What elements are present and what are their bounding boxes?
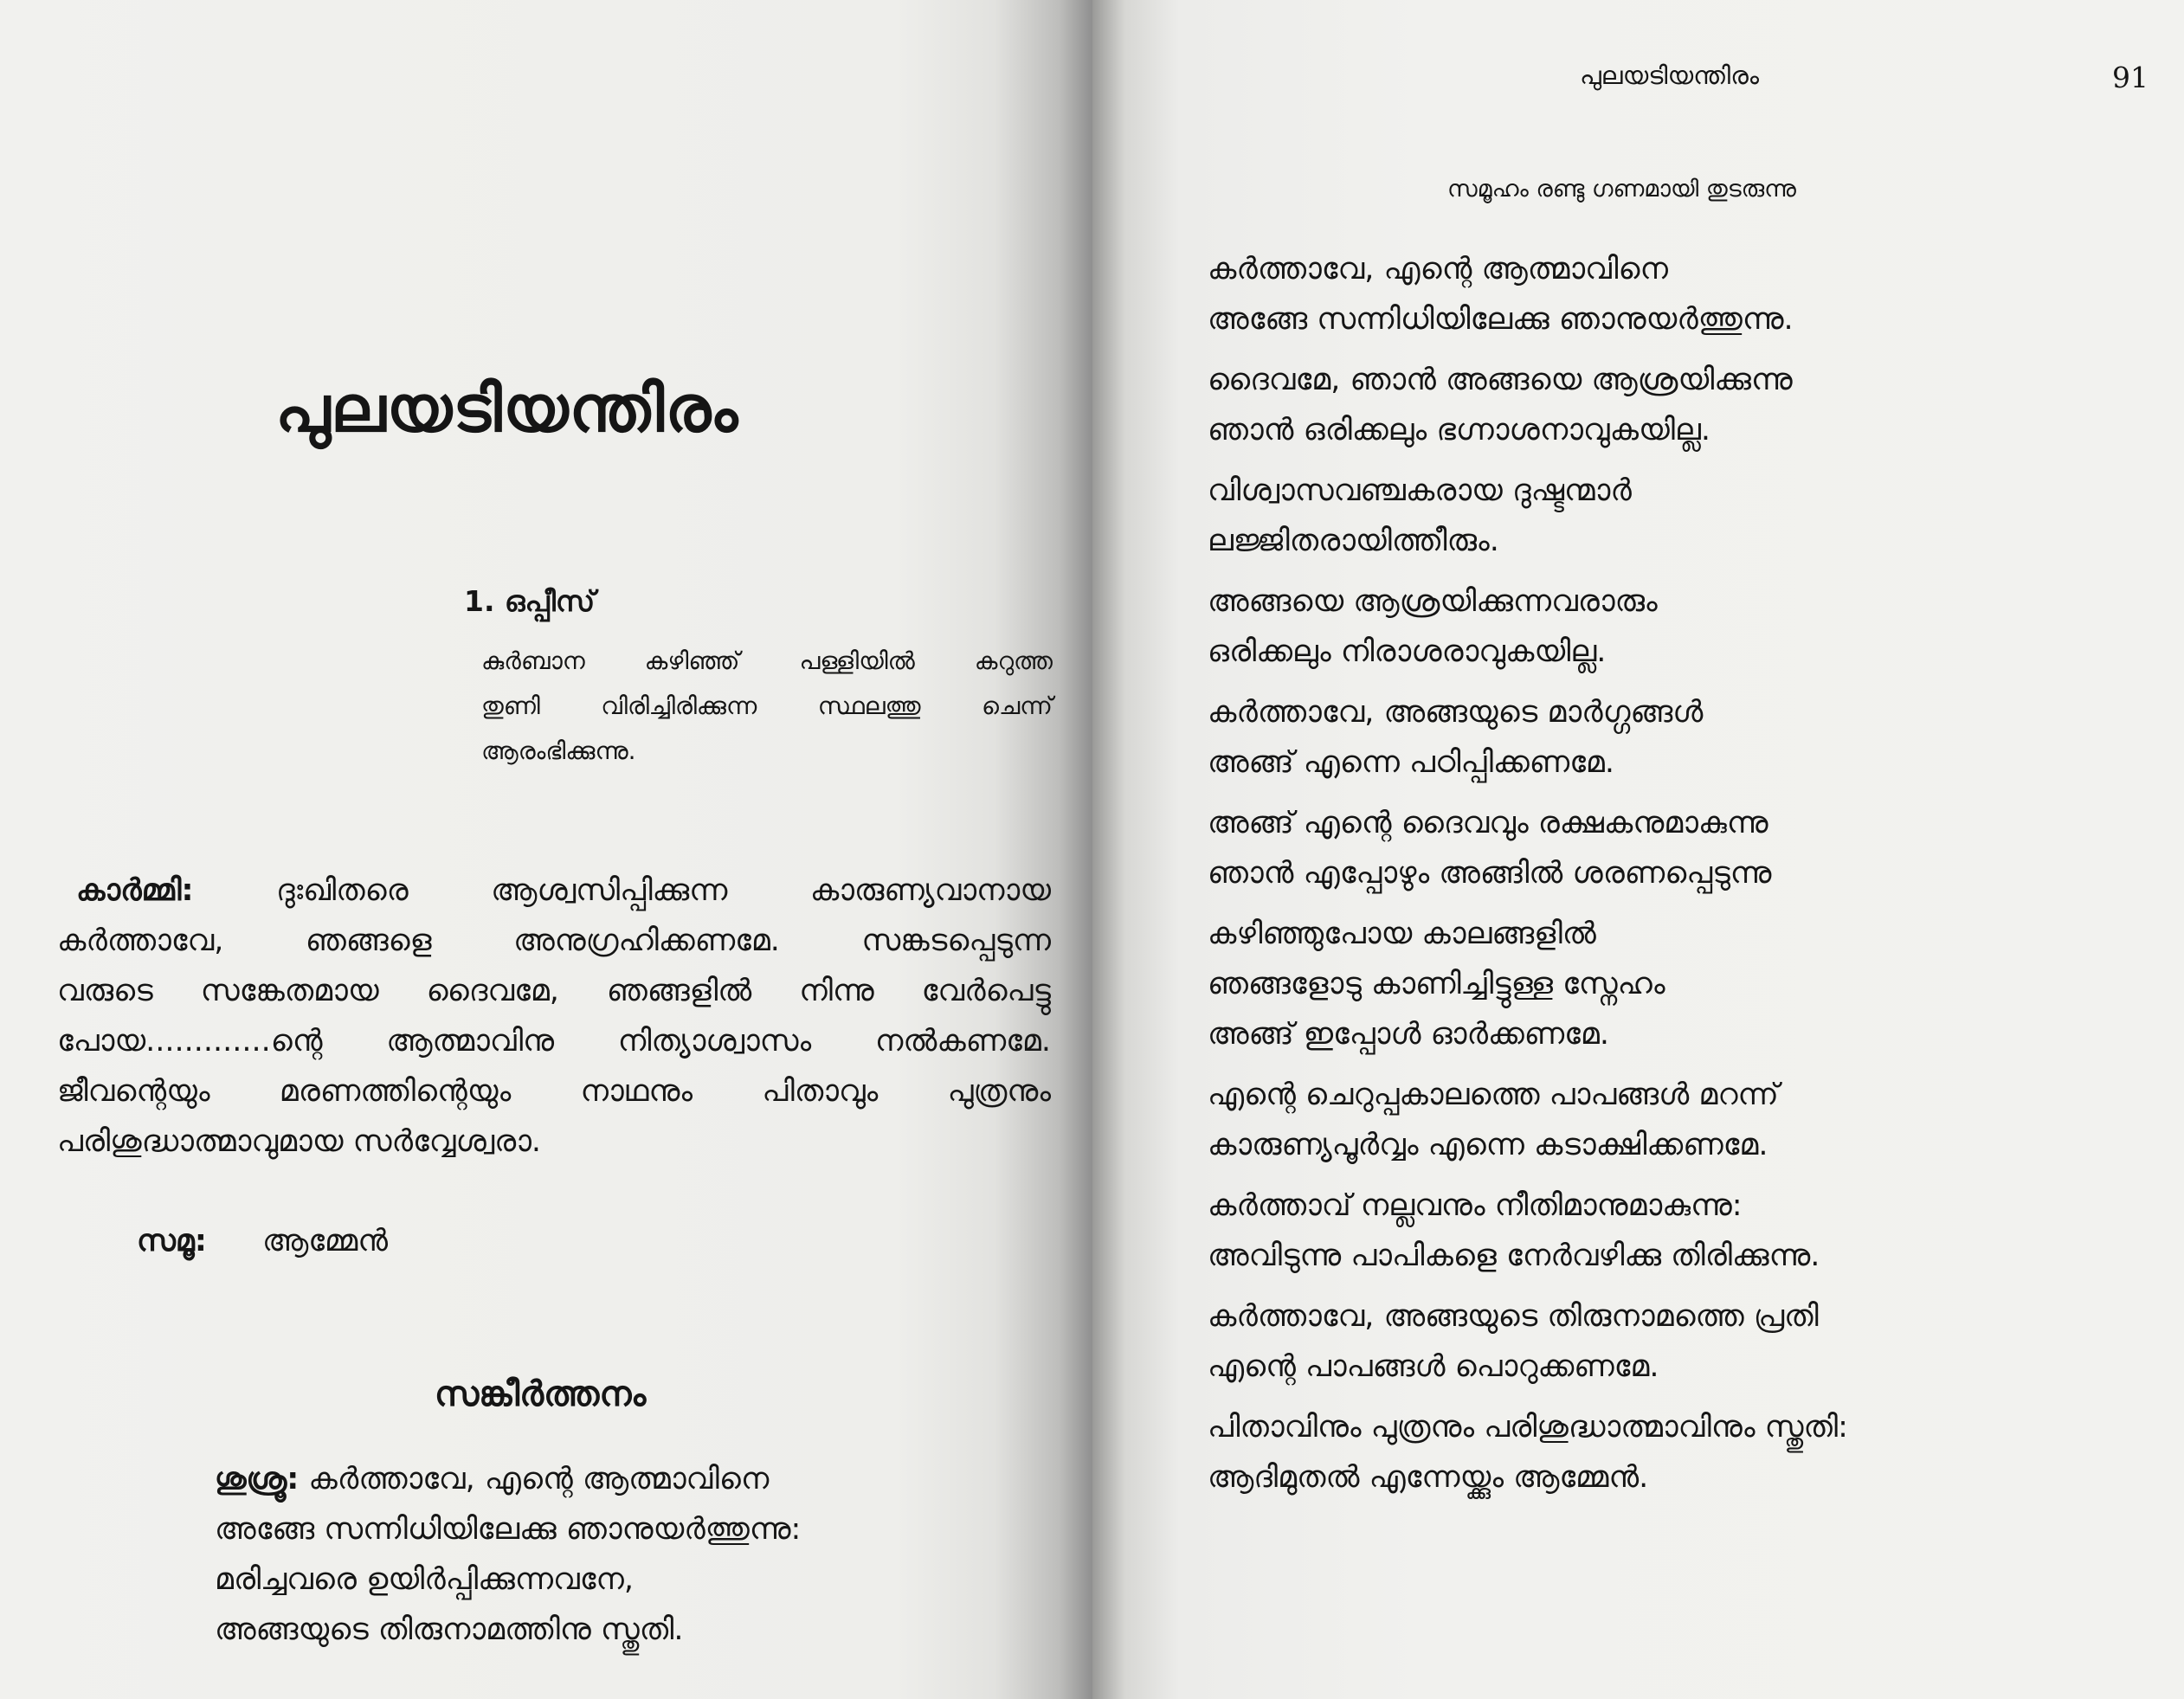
verse-line: ഞാൻ ഒരിക്കലും ഭഗ്നാശനാവുകയില്ല. <box>1208 413 1711 447</box>
right-page <box>1092 0 2184 1699</box>
congregation-response <box>137 1224 388 1258</box>
verse-line: കർത്താവേ, അങ്ങയുടെ മാർഗ്ഗങ്ങൾ <box>1208 695 1704 730</box>
verse-line: കാരുണ്യപൂർവ്വം എന്നെ കടാക്ഷിക്കണമേ. <box>1208 1128 1768 1162</box>
stanza <box>1208 244 1848 344</box>
verse-line: ആദിമുതൽ എന്നേയ്ക്കും ആമ്മേൻ. <box>1208 1460 1649 1495</box>
stanza <box>1208 466 1848 566</box>
section-heading: 1. ഒപ്പീസ് <box>464 584 596 618</box>
verse-line: ദൈവമേ, ഞാൻ അങ്ങയെ ആശ്രയിക്കുന്നു <box>1208 363 1793 397</box>
stanza <box>1208 1070 1848 1170</box>
stanza <box>1208 687 1848 788</box>
verse-line: ലജ്ജിതരായിത്തീരും. <box>1208 524 1499 558</box>
verse-line: കർത്താവ് നല്ലവനും നീതിമാനുമാകുന്നു: <box>1208 1188 1743 1223</box>
verse-line: അങ്ങയെ ആശ്രയിക്കുന്നവരാരും <box>1208 584 1658 619</box>
verse-line: അങ്ങ് എന്റെ ദൈവവും രക്ഷകനുമാകുന്നു <box>1208 806 1768 840</box>
running-head: പുലയടിയന്തിരം <box>1580 61 1760 90</box>
speaker-label: ശുശ്രൂ: <box>215 1462 300 1496</box>
verse-line: എന്റെ പാപങ്ങൾ പൊറുക്കണമേ. <box>1208 1349 1659 1384</box>
page-number: 91 <box>2112 61 2149 94</box>
stanza <box>1208 1181 1848 1281</box>
verse-line: കഴിഞ്ഞുപോയ കാലങ്ങളിൽ <box>1208 917 1596 951</box>
verse-line: വിശ്വാസവഞ്ചകരായ ദുഷ്ടന്മാർ <box>1208 473 1632 508</box>
speaker-label: സമൂ: <box>137 1224 207 1258</box>
rubric-line: കുർബാന കഴിഞ്ഞ് പള്ളിയിൽ കറുത്ത <box>481 647 1053 675</box>
psalm-line: അങ്ങയുടെ തിരുനാമത്തിനു സ്തുതി. <box>215 1612 684 1647</box>
verse-line: പിതാവിനും പുത്രനും പരിശുദ്ധാത്മാവിനും സ്തുതി: <box>1208 1410 1848 1445</box>
rubric <box>481 639 1053 774</box>
psalm-heading: സങ്കീർത്തനം <box>435 1374 647 1414</box>
rubric-line: ആരംഭിക്കുന്നു. <box>481 737 636 765</box>
prayer-line: ജീവന്റെയും മരണത്തിന്റെയും നാഥനും പിതാവും പുത്രനും <box>57 1074 1051 1109</box>
psalm-verses <box>1208 244 1848 1513</box>
prayer-line: കാർമ്മി: ദുഃഖിതരെ ആശ്വസിപ്പിക്കുന്ന കാരുണ്യവാനായ <box>76 873 1051 908</box>
verse-line: ഞങ്ങളോടു കാണിച്ചിട്ടുള്ള സ്നേഹം <box>1208 967 1665 1001</box>
prayer-line: വരുടെ സങ്കേതമായ ദൈവമേ, ഞങ്ങളിൽ നിന്നു വേർപെട്ടു <box>57 974 1051 1008</box>
prayer-line: പരിശുദ്ധാത്മാവുമായ സർവ്വേശ്വരാ. <box>57 1124 542 1159</box>
response-text: ആമ്മേൻ <box>262 1224 389 1258</box>
speaker-label: കാർമ്മി: <box>76 873 194 908</box>
verse-line: അങ്ങ് എന്നെ പഠിപ്പിക്കണമേ. <box>1208 745 1615 780</box>
verse-line: അങ്ങേ സന്നിധിയിലേക്കു ഞാനുയർത്തുന്നു. <box>1208 302 1794 337</box>
stanza <box>1208 355 1848 455</box>
verse-line: ഒരിക്കലും നിരാശരാവുകയില്ല. <box>1208 634 1607 669</box>
verse-line: എന്റെ ചെറുപ്പകാലത്തെ പാപങ്ങൾ മറന്ന് <box>1208 1078 1779 1112</box>
chapter-title: പുലയടിയന്തിരം <box>275 372 739 447</box>
psalm-line: മരിച്ചവരെ ഉയിർപ്പിക്കുന്നവനേ, <box>215 1562 635 1597</box>
psalm-verse <box>215 1454 801 1655</box>
stanza <box>1208 1402 1848 1503</box>
prayer-line: കർത്താവേ, ഞങ്ങളെ അനുഗ്രഹിക്കണമേ. സങ്കടപ്പെടുന്ന <box>57 924 1051 958</box>
rubric-line: തുണി വിരിച്ചിരിക്കുന്ന സ്ഥലത്തു ചെന്ന് <box>481 692 1053 720</box>
stanza <box>1208 576 1848 677</box>
stanza <box>1208 798 1848 898</box>
verse-line: കർത്താവേ, അങ്ങയുടെ തിരുനാമത്തെ പ്രതി <box>1208 1299 1819 1334</box>
stanza <box>1208 909 1848 1059</box>
stanza <box>1208 1291 1848 1392</box>
verse-line: അങ്ങ് ഇപ്പോൾ ഓർക്കണമേ. <box>1208 1017 1610 1052</box>
celebrant-prayer <box>57 866 1051 1167</box>
verse-line: ഞാൻ എപ്പോഴും അങ്ങിൽ ശരണപ്പെടുന്നു <box>1208 856 1772 891</box>
psalm-line: അങ്ങേ സന്നിധിയിലേക്കു ഞാനുയർത്തുന്നു: <box>215 1512 802 1547</box>
verse-line: കർത്താവേ, എന്റെ ആത്മാവിനെ <box>1208 252 1668 286</box>
psalm-line: ശുശ്രൂ: കർത്താവേ, എന്റെ ആത്മാവിനെ <box>215 1462 770 1496</box>
verse-line: അവിടുന്നു പാപികളെ നേർവഴിക്കു തിരിക്കുന്നു. <box>1208 1239 1820 1273</box>
prayer-line: പോയ.............ന്റെ ആത്മാവിനു നിത്യാശ്വാസം നൽകണമേ. <box>57 1024 1051 1059</box>
rubric: സമൂഹം രണ്ടു ഗണമായി തുടരുന്നു <box>1447 176 1796 203</box>
